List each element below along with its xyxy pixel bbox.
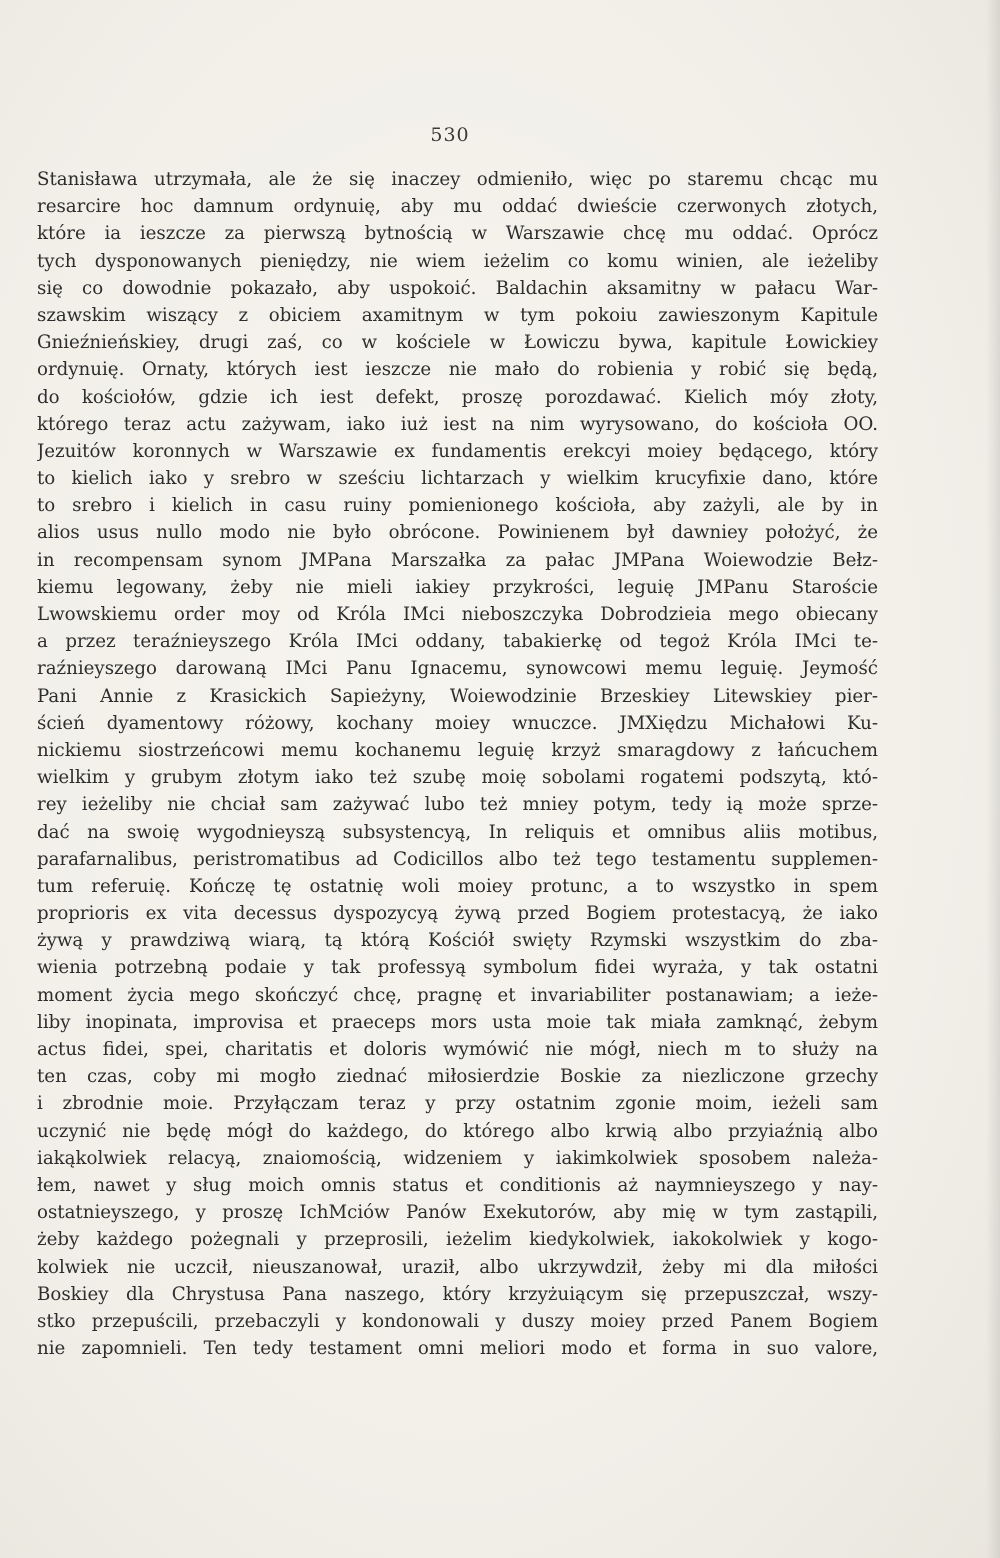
text-line: wienia potrzebną podaie y tak professyą symbolum fidei wyraża, y tak ostatni: [37, 957, 878, 979]
text-line: które ia ieszcze za pierwszą bytnością w Warszawie chcę mu oddać. Oprócz: [37, 223, 878, 245]
text-line: ten czas, coby mi mogło ziednać miłosierdzie Boskie za niezliczone grzechy: [37, 1066, 878, 1088]
text-line: i zbrodnie moie. Przyłączam teraz y przy ostatnim zgonie moim, ieżeli sam: [37, 1093, 878, 1115]
text-line: którego teraz actu zażywam, iako iuż iest na nim wyrysowano, do kościoła OO.: [37, 413, 878, 435]
text-line: actus fidei, spei, charitatis et doloris wymówić nie mógł, niech m to służy na: [37, 1039, 878, 1060]
text-line: tum referuię. Kończę tę ostatnię woli moiey protunc, a to wszystko in spem: [37, 875, 878, 897]
text-line: żeby każdego pożegnali y przeprosili, ieżelim kiedykolwiek, iakokolwiek y kogo-: [37, 1229, 878, 1251]
text-line: liby inopinata, improvisa et praeceps mors usta moie tak miała zamknąć, żebym: [37, 1011, 878, 1033]
text-line: kolwiek nie uczcił, nieuszanował, uraził, albo ukrzywdził, żeby mi dla miłości: [37, 1256, 878, 1278]
text-line: raźnieyszego darowaną IMci Panu Ignacemu, synowcowi memu leguię. Jeymość: [37, 658, 878, 680]
text-line: nickiemu siostrzeńcowi memu kochanemu leguię krzyż smaragdowy z łańcuchem: [37, 739, 878, 761]
text-line: Stanisława utrzymała, ale że się inaczey odmieniło, więc po staremu chcąc mu: [37, 169, 878, 190]
text-line: ostatnieyszego, y proszę IchMciów Panów Exekutorów, aby mię w tym zastąpili,: [37, 1202, 878, 1224]
body-text: [37, 166, 878, 1362]
text-line: parafarnalibus, peristromatibus ad Codicillos albo też tego testamentu supplemen-: [37, 848, 878, 870]
text-line: łem, nawet y sług moich omnis status et conditionis aż naymnieyszego y nay-: [37, 1174, 878, 1196]
text-line: to kielich iako y srebro w sześciu lichtarzach y wielkim krucyfixie dano, które: [37, 468, 878, 490]
text-line: do kościołów, gdzie ich iest defekt, proszę porozdawać. Kielich móy złoty,: [37, 386, 878, 408]
page-number: 530: [430, 124, 470, 146]
text-line: szawskim wiszący z obiciem axamitnym w tym pokoiu zawieszonym Kapitule: [37, 304, 878, 326]
text-line: stko przepuścili, przebaczyli y kondonowali y duszy moiey przed Panem Bogiem: [37, 1310, 878, 1332]
text-line: kiemu legowany, żeby nie mieli iakiey przykrości, leguię JMPanu Staroście: [37, 576, 878, 598]
text-line: Gnieźnieńskiey, drugi zaś, co w kościele w Łowiczu bywa, kapitule Łowickiey: [37, 332, 878, 354]
text-line: uczynić nie będę mógł do każdego, do którego albo krwią albo przyiaźnią albo: [37, 1120, 878, 1142]
text-line: in recompensam synom JMPana Marszałka za pałac JMPana Woiewodzie Bełz-: [37, 549, 878, 571]
text-line: Boskiey dla Chrystusa Pana naszego, który krzyżuiącym się przepuszczał, wszy-: [37, 1283, 878, 1305]
text-line: rey ieżeliby nie chciał sam zażywać lubo też mniey potym, tedy ią może sprze-: [37, 794, 878, 816]
text-line: się co dowodnie pokazało, aby uspokoić. Baldachin aksamitny w pałacu War-: [37, 277, 878, 299]
text-line: żywą y prawdziwą wiarą, tą którą Kościół swięty Rzymski wszystkim do zba-: [37, 930, 878, 952]
text-line: to srebro i kielich in casu ruiny pomienionego kościoła, aby zażyli, ale by in: [37, 495, 878, 517]
text-line: tych dysponowanych pieniędzy, nie wiem ieżelim co komu winien, ale ieżeliby: [37, 250, 878, 272]
text-line: nie zapomnieli. Ten tedy testament omni meliori modo et forma in suo valore,: [37, 1338, 878, 1360]
text-line: alios usus nullo modo nie było obrócone. Powinienem był dawniey położyć, że: [37, 522, 878, 544]
text-line: moment życia mego skończyć chcę, pragnę et invariabiliter postanawiam; a ieże-: [37, 984, 878, 1006]
text-line: Jezuitów koronnych w Warszawie ex fundamentis erekcyi moiey będącego, który: [37, 440, 878, 462]
text-line: Lwowskiemu order moy od Króla IMci nieboszczyka Dobrodzieia mego obiecany: [37, 604, 878, 625]
text-line: a przez teraźnieyszego Króla IMci oddany, tabakierkę od tegoż Króla IMci te-: [37, 631, 878, 653]
text-line: iakąkolwiek relacyą, znaiomością, widzeniem y iakimkolwiek sposobem należa-: [37, 1147, 878, 1169]
text-line: wielkim y grubym złotym iako też szubę moię sobolami rogatemi podszytą, któ-: [37, 767, 878, 789]
text-line: dać na swoię wygodnieyszą subsystencyą, In reliquis et omnibus aliis motibus,: [37, 821, 878, 843]
text-line: ordynuię. Ornaty, których iest ieszcze nie mało do robienia y robić się będą,: [37, 359, 878, 381]
text-line: ścień dyamentowy różowy, kochany moiey wnuczce. JMXiędzu Michałowi Ku-: [37, 712, 878, 734]
text-line: resarcire hoc damnum ordynuię, aby mu oddać dwieście czerwonych złotych,: [37, 196, 878, 218]
text-line: Pani Annie z Krasickich Sapieżyny, Woiewodzinie Brzeskiey Litewskiey pier-: [37, 685, 878, 707]
page-edge-shadow: [986, 0, 1000, 1558]
text-line: proprioris ex vita decessus dyspozycyą żywą przed Bogiem protestacyą, że iako: [37, 903, 878, 925]
